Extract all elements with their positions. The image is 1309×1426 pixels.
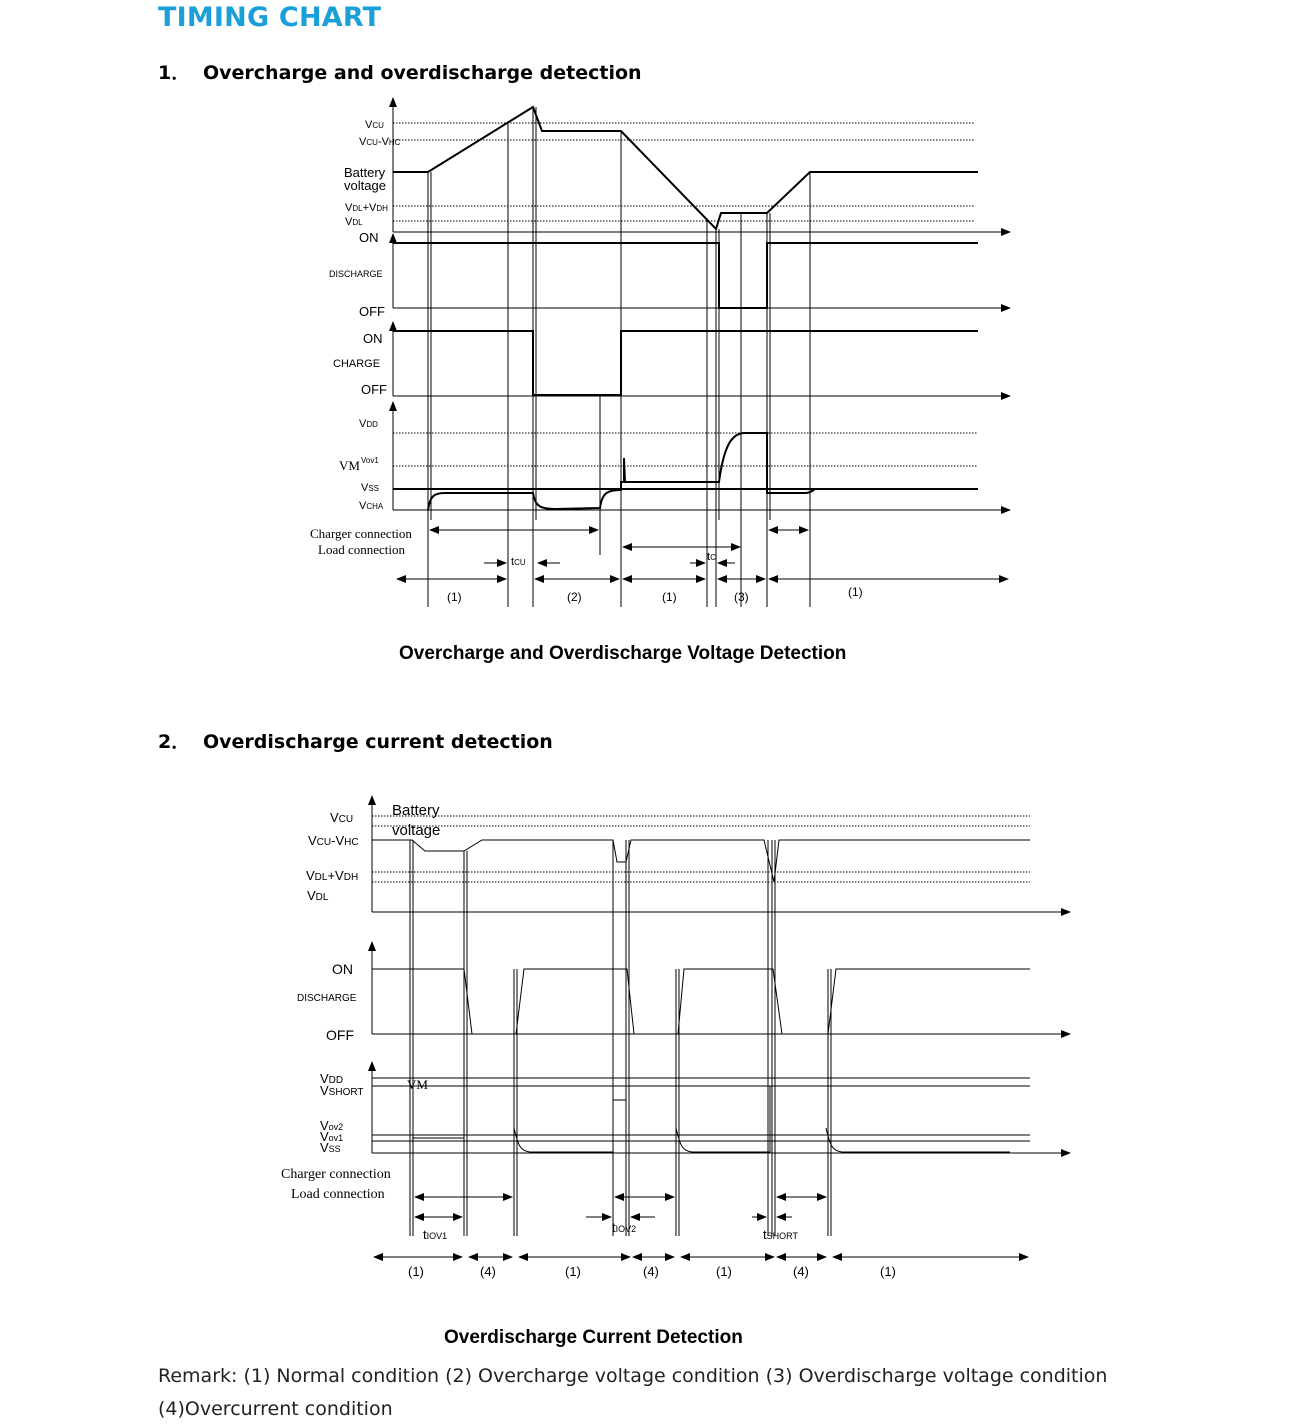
d1-label-vm: VM: [339, 458, 360, 473]
d1-discharge-off: OFF: [359, 304, 385, 319]
section-1-title: Overcharge and overdischarge detection: [203, 62, 642, 84]
section-2-title: Overdischarge current detection: [203, 731, 553, 753]
d1-discharge-trace: [393, 243, 978, 308]
d2-label-vshort: VSHORT: [320, 1083, 364, 1098]
d1-label-tc: tC: [707, 551, 716, 563]
d2-label-vss: VSS: [320, 1140, 341, 1155]
d2-state-3: (1): [565, 1264, 581, 1279]
d2-state-6: (4): [793, 1264, 809, 1279]
page-title: TIMING CHART: [158, 2, 382, 33]
d2-label-vcu-vhc: VCU-VHC: [308, 833, 359, 848]
d2-label-vdd: VDD: [320, 1071, 344, 1086]
d1-label-tcu: tCU: [511, 556, 526, 568]
figure-2-caption: Overdischarge Current Detection: [444, 1327, 743, 1348]
d2-state-4: (4): [643, 1264, 659, 1279]
d2-label-load-connection: Load connection: [291, 1187, 385, 1202]
d2-battery-voltage-trace: [372, 840, 1030, 882]
section-1-number: 1．: [158, 62, 191, 84]
d2-state-1: (1): [408, 1264, 424, 1279]
d1-label-vdl: VDL: [345, 216, 363, 228]
d2-label-battery: Battery: [392, 802, 440, 819]
d1-charge-on: ON: [363, 331, 383, 346]
d1-label-vcha: VCHA: [359, 500, 384, 512]
figure-1-caption: Overcharge and Overdischarge Voltage Detection: [399, 643, 847, 664]
d2-label-vcu: VCU: [330, 810, 354, 825]
d1-charge-off: OFF: [361, 382, 387, 397]
d1-battery-voltage-trace: [393, 107, 978, 229]
d1-label-vcu-vhc: VCU-VHC: [359, 136, 401, 148]
d1-label-battery: Battery: [344, 165, 386, 180]
d1-discharge-on: ON: [359, 230, 379, 245]
d1-label-vdd: VDD: [359, 418, 378, 430]
d2-label-vov1: Vov1: [320, 1129, 344, 1144]
d2-label-vdl: VDL: [307, 888, 329, 903]
d2-discharge-trace: [372, 969, 1030, 1034]
d2-label-tshort: tSHORT: [763, 1227, 798, 1242]
d1-charge-label: CHARGE: [333, 358, 381, 370]
d2-label-tiov2: tIOV2: [612, 1220, 637, 1235]
d2-discharge-on: ON: [332, 961, 353, 977]
d1-label-load-connection: Load connection: [318, 542, 405, 557]
d1-label-charger-connection: Charger connection: [310, 526, 412, 541]
section-2-number: 2．: [158, 731, 191, 753]
d2-label-vm: VM: [407, 1077, 428, 1092]
d2-state-5: (1): [716, 1264, 732, 1279]
d1-state-3: (1): [662, 590, 677, 604]
remark-line-1: Remark: (1) Normal condition (2) Overcharge voltage condition (3) Overdischarge voltage condition: [158, 1365, 1108, 1387]
d1-label-vss: VSS: [361, 482, 380, 494]
d2-state-2: (4): [480, 1264, 496, 1279]
d1-label-vdl-vdh: VDL+VDH: [345, 202, 388, 214]
d2-label-vdl-vdh: VDL+VDH: [306, 868, 359, 883]
d2-label-tiov1: tIOV1: [423, 1227, 448, 1242]
d2-label-vov2: Vov2: [320, 1118, 344, 1133]
d1-state-1: (1): [447, 590, 462, 604]
d1-label-vov1: Vov1: [361, 456, 379, 465]
d2-label-voltage: voltage: [392, 822, 441, 839]
d1-label-vcu: VCU: [365, 119, 384, 131]
remark-line-2: (4)Overcurrent condition: [158, 1398, 393, 1420]
d1-state-2: (2): [567, 590, 582, 604]
d1-charge-trace: [393, 331, 978, 395]
d2-state-7: (1): [880, 1264, 896, 1279]
d1-discharge-label: DISCHARGE: [329, 269, 383, 279]
d1-state-4: (3): [734, 590, 749, 604]
d1-label-voltage: voltage: [344, 178, 386, 193]
d2-discharge-off: OFF: [326, 1027, 354, 1043]
d2-discharge-label: DISCHARGE: [297, 993, 357, 1004]
d2-label-charger-connection: Charger connection: [281, 1167, 391, 1182]
d1-state-5: (1): [848, 585, 863, 599]
